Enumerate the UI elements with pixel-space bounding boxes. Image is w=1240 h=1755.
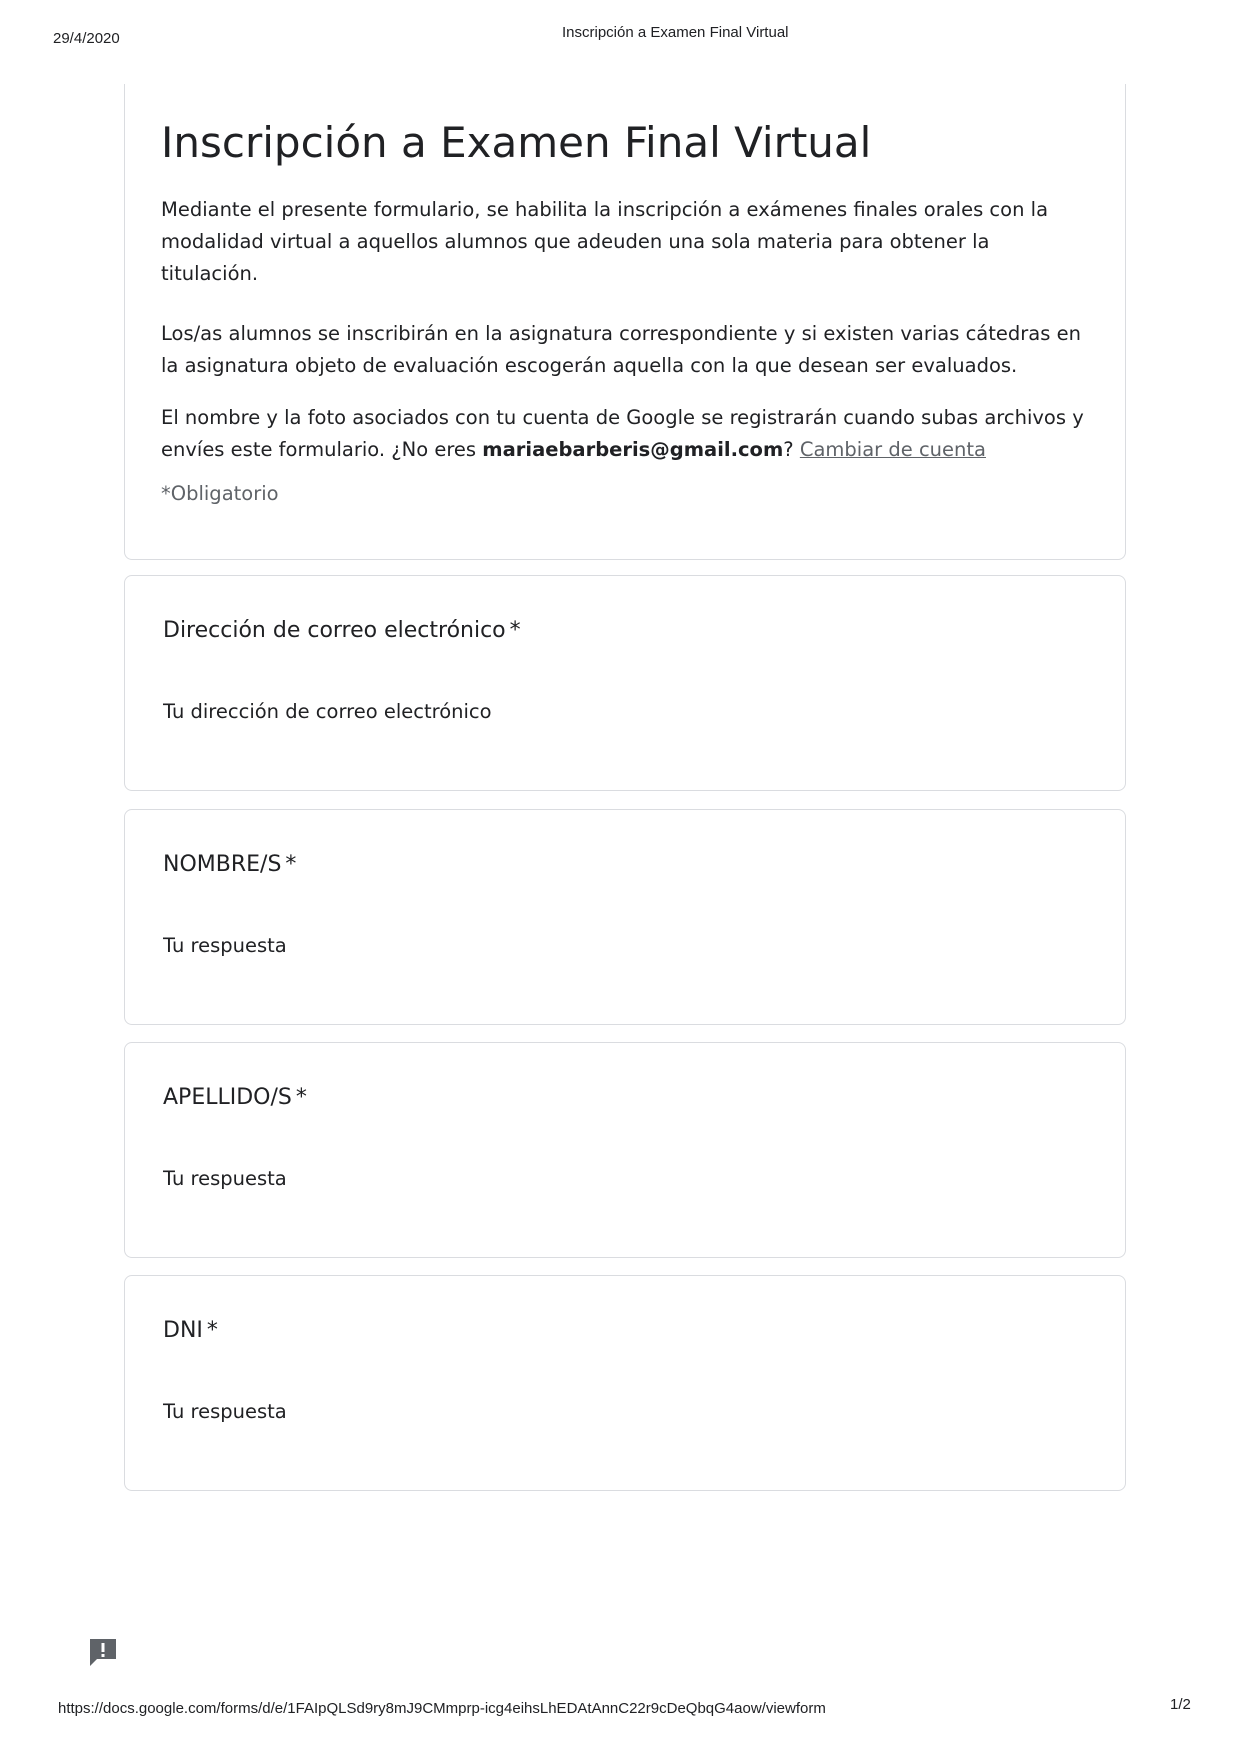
account-notice-suffix: ? xyxy=(783,438,794,461)
email-field[interactable] xyxy=(163,696,663,726)
account-email: mariaebarberis@gmail.com xyxy=(482,438,784,461)
account-notice xyxy=(161,402,1089,466)
question-title: Dirección de correo electrónico xyxy=(163,618,506,643)
question-label xyxy=(163,1085,307,1110)
description-paragraph: Los/as alumnos se inscribirán en la asignatura correspondiente y si existen varias cátedras en la asignatura objeto de evaluación escogerán aquella con la que desean ser evaluados. xyxy=(161,322,1081,377)
question-label xyxy=(163,618,521,643)
description-paragraph: Mediante el presente formulario, se habilita la inscripción a exámenes finales orales con la modalidad virtual a aquellos alumnos que adeuden una sola materia para obtener la titulación. xyxy=(161,198,1049,285)
form-title: Inscripción a Examen Final Virtual xyxy=(161,118,872,167)
question-title: APELLIDO/S xyxy=(163,1085,292,1110)
report-problem-icon[interactable] xyxy=(88,1637,118,1667)
question-card-dni xyxy=(124,1275,1126,1491)
question-card-apellido xyxy=(124,1042,1126,1258)
switch-account-link[interactable]: Cambiar de cuenta xyxy=(799,438,986,461)
account-notice-prefix: El nombre y la foto asociados con tu cuenta de Google se registrarán cuando subas archivos y envíes este formulario. ¿No eres xyxy=(161,406,1084,461)
question-label xyxy=(163,852,296,877)
required-asterisk: * xyxy=(206,1318,218,1343)
nombre-field[interactable] xyxy=(163,930,663,960)
question-card-nombre xyxy=(124,809,1126,1025)
print-footer xyxy=(0,1696,1240,1720)
required-asterisk: * xyxy=(509,618,521,643)
dni-field[interactable] xyxy=(163,1396,663,1426)
apellido-field[interactable] xyxy=(163,1163,663,1193)
question-title: NOMBRE/S xyxy=(163,852,282,877)
print-page-title: Inscripción a Examen Final Virtual xyxy=(562,24,789,41)
required-asterisk: * xyxy=(285,852,297,877)
required-note: *Obligatorio xyxy=(161,482,279,505)
form-header-card xyxy=(124,84,1126,560)
required-asterisk: * xyxy=(295,1085,307,1110)
form-description xyxy=(161,194,1089,382)
question-title: DNI xyxy=(163,1318,203,1343)
print-header xyxy=(0,24,1240,54)
print-url: https://docs.google.com/forms/d/e/1FAIpQLSd9ry8mJ9CMmprp-icg4eihsLhEDAtAnnC22r9cDeQbqG4aow/viewform xyxy=(58,1700,826,1717)
print-date: 29/4/2020 xyxy=(53,30,120,47)
print-page-number: 1/2 xyxy=(1170,1696,1191,1713)
question-label xyxy=(163,1318,218,1343)
question-card-email xyxy=(124,575,1126,791)
